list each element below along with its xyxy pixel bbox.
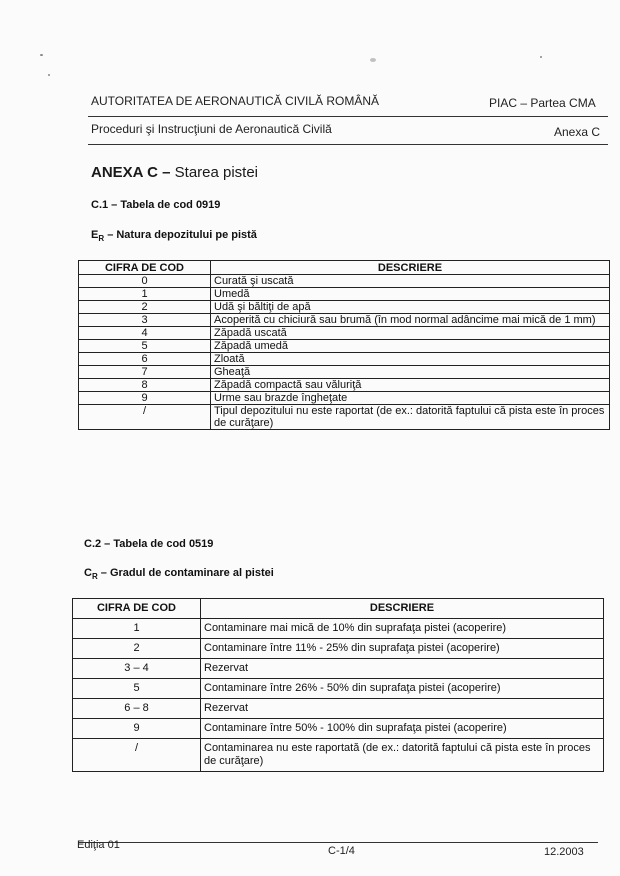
code-cell: 9 bbox=[79, 392, 211, 405]
publication-date: 12.2003 bbox=[544, 846, 584, 858]
description-cell: Gheaţă bbox=[211, 366, 610, 379]
code-cell: 2 bbox=[79, 301, 211, 314]
code-cell: 3 bbox=[79, 314, 211, 327]
section-2-symbol-index: R bbox=[91, 572, 98, 582]
code-cell: 4 bbox=[79, 327, 211, 340]
code-cell: 1 bbox=[79, 288, 211, 301]
code-cell: 5 bbox=[79, 340, 211, 353]
code-cell: 9 bbox=[73, 719, 201, 739]
code-cell: 0 bbox=[79, 275, 211, 288]
code-cell: 5 bbox=[73, 679, 201, 699]
description-cell: Urme sau brazde îngheţate bbox=[211, 392, 610, 405]
code-cell: 7 bbox=[79, 366, 211, 379]
page-title-text: Starea pistei bbox=[174, 164, 259, 181]
table-row bbox=[73, 639, 604, 659]
document-reference: PIAC – Partea CMA bbox=[489, 96, 596, 110]
description-cell: Contaminarea nu este raportată (de ex.: datorită faptului că pista este în proces de curăţare) bbox=[201, 739, 604, 772]
table-header-row bbox=[73, 599, 604, 619]
table-row bbox=[79, 275, 610, 288]
table-row bbox=[79, 301, 610, 314]
page-title bbox=[91, 164, 258, 181]
table-row bbox=[79, 340, 610, 353]
description-cell: Udă şi băltiţi de apă bbox=[211, 301, 610, 314]
description-cell: Acoperită cu chiciură sau brumă (în mod normal adâncime mai mică de 1 mm) bbox=[211, 314, 610, 327]
code-cell: 8 bbox=[79, 379, 211, 392]
column-header-code: CIFRA DE COD bbox=[73, 599, 201, 619]
description-cell: Rezervat bbox=[201, 699, 604, 719]
table-row bbox=[73, 679, 604, 699]
section-2-subheading bbox=[84, 567, 274, 581]
table-row bbox=[73, 719, 604, 739]
description-cell: Zăpadă uscată bbox=[211, 327, 610, 340]
scan-speck bbox=[540, 56, 542, 58]
table-row bbox=[79, 392, 610, 405]
footer-rule bbox=[78, 842, 598, 843]
description-cell: Contaminare între 26% - 50% din suprafaţa pistei (acoperire) bbox=[201, 679, 604, 699]
section-2-subheading-text: – Gradul de contaminare al pistei bbox=[100, 567, 274, 579]
code-table-0919 bbox=[78, 260, 610, 430]
section-1-symbol-index: R bbox=[98, 234, 105, 244]
table-row bbox=[79, 379, 610, 392]
header-rule-top bbox=[88, 116, 608, 117]
description-cell: Contaminare între 50% - 100% din suprafaţa pistei (acoperire) bbox=[201, 719, 604, 739]
code-cell: / bbox=[73, 739, 201, 772]
scan-speck bbox=[370, 58, 376, 62]
column-header-description: DESCRIERE bbox=[211, 261, 610, 275]
table-row bbox=[79, 405, 610, 430]
edition-label: Ediţia 01 bbox=[77, 839, 120, 851]
page-title-prefix: ANEXA C – bbox=[91, 164, 171, 181]
section-1-symbol: E bbox=[91, 229, 99, 241]
table-row bbox=[73, 659, 604, 679]
column-header-description: DESCRIERE bbox=[201, 599, 604, 619]
section-1-subheading-text: – Natura depozitului pe pistă bbox=[107, 229, 257, 241]
table-row bbox=[79, 366, 610, 379]
description-cell: Contaminare între 11% - 25% din suprafaţa pistei (acoperire) bbox=[201, 639, 604, 659]
header-rule-bottom bbox=[88, 144, 608, 145]
code-cell: / bbox=[79, 405, 211, 430]
table-header-row bbox=[79, 261, 610, 275]
table-row bbox=[79, 327, 610, 340]
code-cell: 6 – 8 bbox=[73, 699, 201, 719]
code-table-0519 bbox=[72, 598, 604, 772]
table-row bbox=[73, 739, 604, 772]
section-2-symbol: C bbox=[84, 567, 92, 579]
description-cell: Curată şi uscată bbox=[211, 275, 610, 288]
description-cell: Contaminare mai mică de 10% din suprafaţa pistei (acoperire) bbox=[201, 619, 604, 639]
code-cell: 2 bbox=[73, 639, 201, 659]
section-1-heading: C.1 – Tabela de cod 0919 bbox=[91, 199, 221, 211]
description-cell: Tipul depozitului nu este raportat (de ex.: datorită faptului că pista este în proces de curăţare) bbox=[211, 405, 610, 430]
description-cell: Zăpadă compactă sau văluriţă bbox=[211, 379, 610, 392]
table-row bbox=[79, 288, 610, 301]
table-row bbox=[79, 353, 610, 366]
code-cell: 1 bbox=[73, 619, 201, 639]
authority-name: AUTORITATEA DE AERONAUTICĂ CIVILĂ ROMÂNĂ bbox=[91, 94, 380, 108]
document-subtitle: Proceduri şi Instrucţiuni de Aeronautică Civilă bbox=[91, 122, 332, 136]
description-cell: Umedă bbox=[211, 288, 610, 301]
section-2-heading: C.2 – Tabela de cod 0519 bbox=[84, 538, 214, 550]
table-row bbox=[73, 699, 604, 719]
description-cell: Zăpadă umedă bbox=[211, 340, 610, 353]
scan-speck bbox=[48, 74, 50, 76]
column-header-code: CIFRA DE COD bbox=[79, 261, 211, 275]
description-cell: Zloată bbox=[211, 353, 610, 366]
table-row bbox=[73, 619, 604, 639]
scan-speck bbox=[40, 54, 43, 56]
table-row bbox=[79, 314, 610, 327]
code-cell: 6 bbox=[79, 353, 211, 366]
code-cell: 3 – 4 bbox=[73, 659, 201, 679]
description-cell: Rezervat bbox=[201, 659, 604, 679]
annex-label: Anexa C bbox=[554, 125, 601, 139]
page-number: C-1/4 bbox=[328, 845, 355, 857]
section-1-subheading bbox=[91, 229, 257, 243]
